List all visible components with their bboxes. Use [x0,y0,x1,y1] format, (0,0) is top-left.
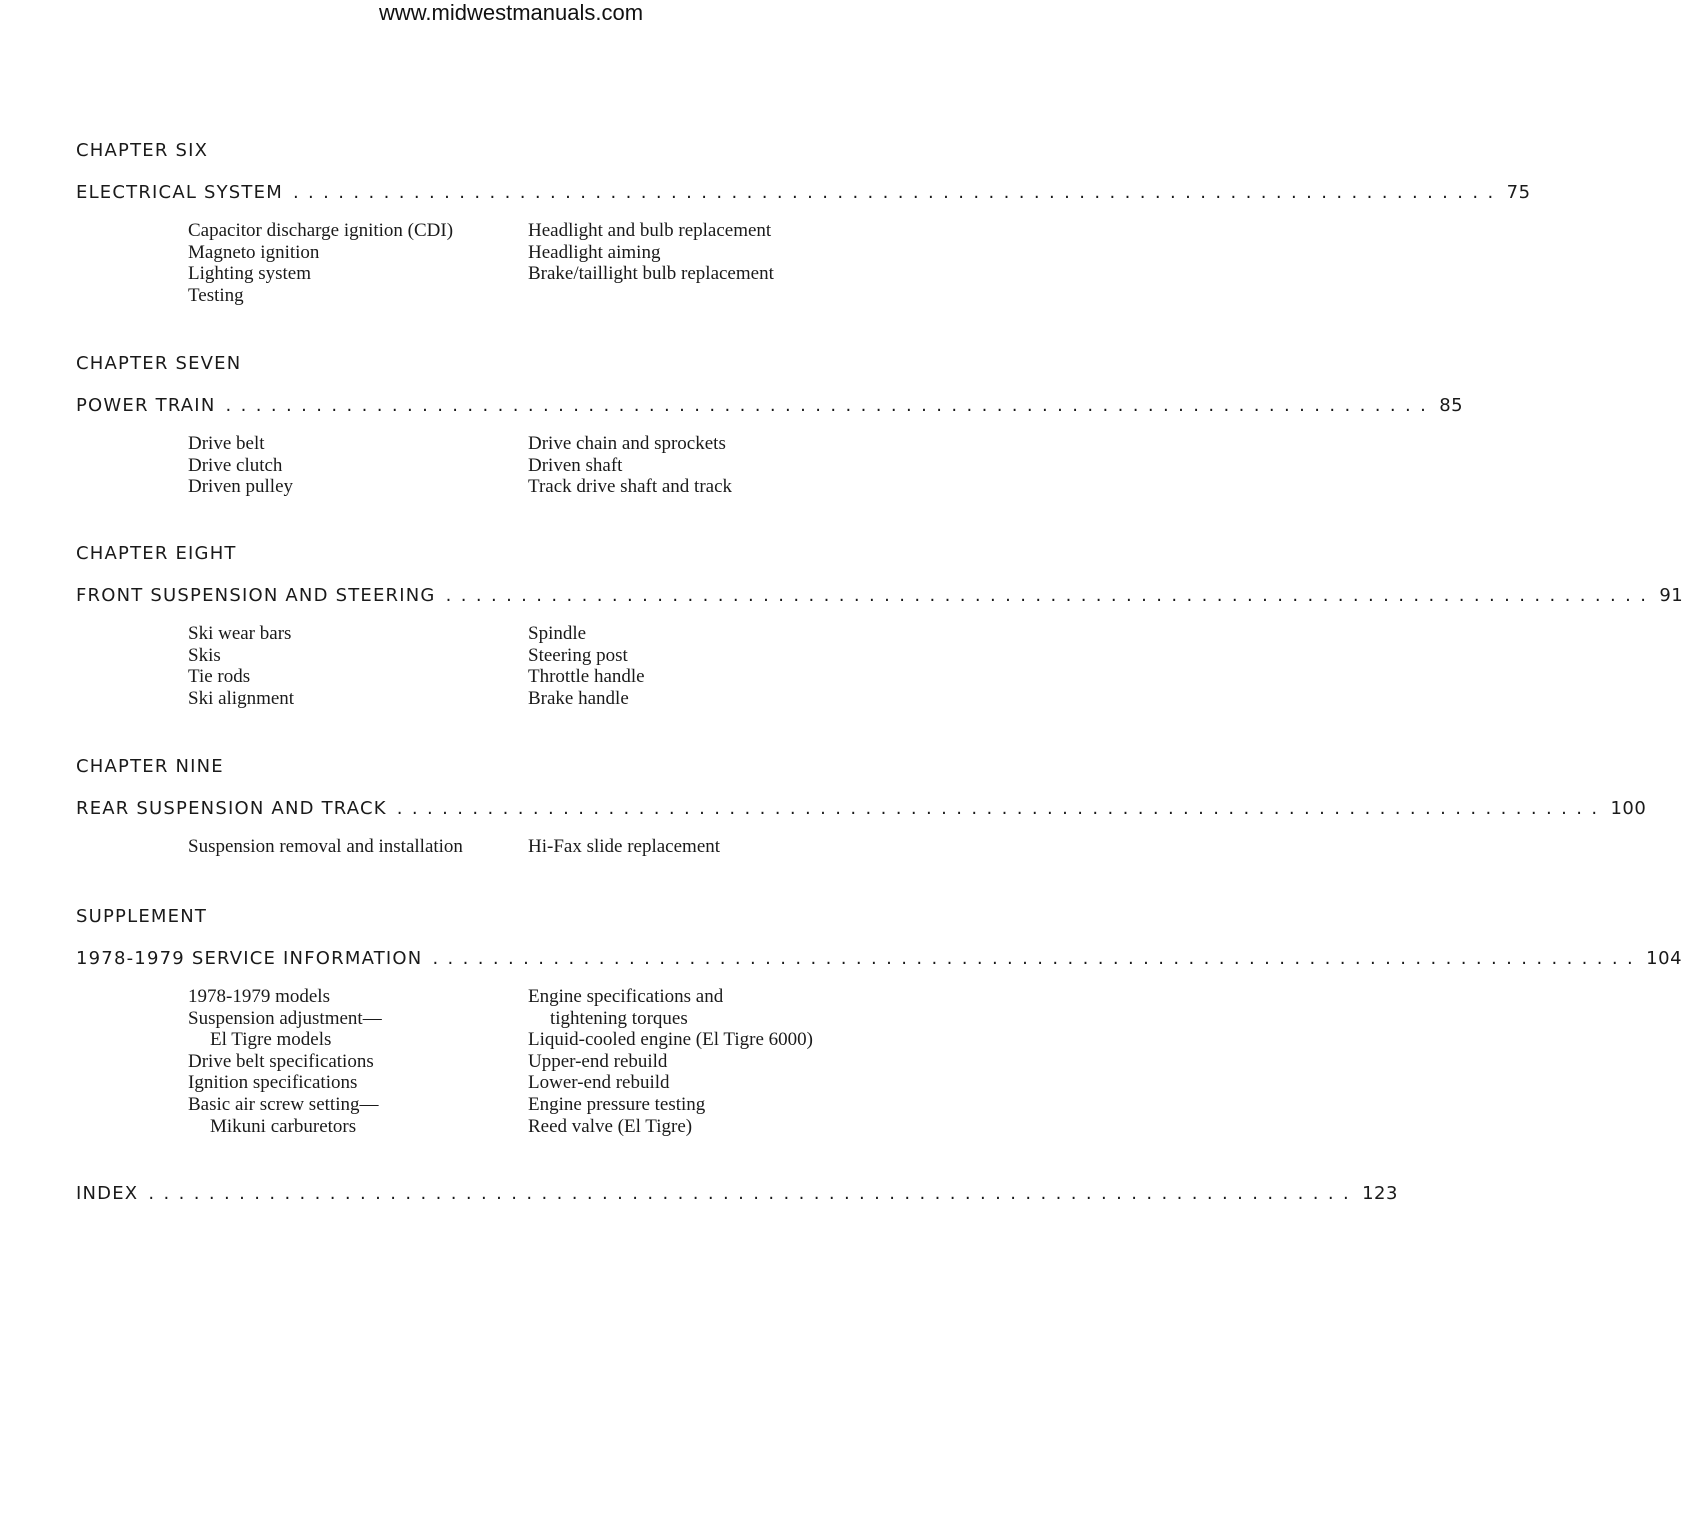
topic-list [76,986,916,1137]
topic-item: Reed valve (El Tigre) [528,1115,693,1137]
topic-item: Drive belt specifications [188,1050,374,1072]
topic-column-right [528,220,888,306]
chapter-title: ELECTRICAL SYSTEM [76,182,283,203]
topic-item: Upper-end rebuild [528,1050,668,1072]
toc-chapter-eight [76,543,1683,709]
chapter-label: CHAPTER NINE [76,756,224,777]
topic-item: Engine specifications and [528,986,724,1007]
topic-column-left [188,836,528,858]
topic-column-right [528,986,888,1137]
topic-item: Track drive shaft and track [528,476,733,498]
topic-item: Drive belt [188,433,265,454]
topic-item: Mikuni carburetors [210,1115,357,1137]
topic-item: Lower-end rebuild [528,1072,670,1094]
topic-item: Steering post [528,644,628,666]
dot-leader: ................................................................................ [396,798,1607,819]
dot-leader: ................................................................................ [225,395,1436,416]
topic-column-left [188,986,528,1137]
chapter-label: SUPPLEMENT [76,906,208,927]
topic-item: Ski alignment [188,687,295,709]
topic-item: Driven pulley [188,476,294,498]
topic-item: Testing [188,284,244,306]
toc-chapter-six [76,140,1531,306]
topic-item: Headlight aiming [528,241,661,263]
topic-item: Ignition specifications [188,1072,358,1094]
topic-item: Spindle [528,623,587,644]
topic-column-right [528,433,888,498]
topic-column-left [188,623,528,709]
topic-column-right [528,836,888,858]
chapter-title-row[interactable] [76,585,1683,607]
topic-item: 1978-1979 models [188,986,330,1007]
chapter-title-row[interactable] [76,798,1647,820]
chapter-title: POWER TRAIN [76,395,216,416]
page-number: 100 [1610,798,1647,819]
topic-item: El Tigre models [210,1029,332,1051]
chapter-label: CHAPTER EIGHT [76,543,237,564]
dot-leader: ................................................................................ [445,585,1656,606]
chapter-title: REAR SUSPENSION AND TRACK [76,798,387,819]
topic-item: Ski wear bars [188,623,292,644]
page-number: 104 [1646,948,1683,969]
topic-item: Brake/taillight bulb replacement [528,263,774,285]
topic-item: Tie rods [188,666,251,688]
chapter-label: CHAPTER SEVEN [76,353,242,374]
topic-list [76,623,916,709]
topic-item: Suspension removal and installation [188,836,463,857]
topic-item: Magneto ignition [188,241,320,263]
topic-column-left [188,220,528,306]
chapter-title: 1978-1979 SERVICE INFORMATION [76,948,423,969]
toc-index [76,1163,1398,1205]
topic-item: Capacitor discharge ignition (CDI) [188,220,454,241]
topic-item: Lighting system [188,263,311,285]
topic-list [76,836,916,858]
chapter-title-row[interactable] [76,182,1531,204]
topic-item: Basic air screw setting— [188,1093,379,1115]
page-number: 85 [1439,395,1464,416]
topic-list [76,433,916,498]
topic-item: tightening torques [550,1007,688,1029]
dot-leader: ................................................................................ [292,182,1503,203]
topic-item: Skis [188,644,221,666]
topic-item: Suspension adjustment— [188,1007,382,1029]
page-number: 91 [1659,585,1683,606]
dot-leader: ................................................................................ [432,948,1643,969]
topic-item: Throttle handle [528,666,645,688]
page-number: 75 [1506,182,1531,203]
topic-item: Liquid-cooled engine (El Tigre 6000) [528,1029,813,1051]
topic-item: Brake handle [528,687,629,709]
chapter-title-row[interactable] [76,395,1464,417]
site-watermark: www.midwestmanuals.com [378,0,644,25]
topic-item: Headlight and bulb replacement [528,220,772,241]
topic-list [76,220,916,306]
toc-supplement [76,906,1683,1137]
toc-chapter-nine [76,756,1647,858]
toc-chapter-seven [76,353,1464,498]
topic-item: Engine pressure testing [528,1093,706,1115]
chapter-title: FRONT SUSPENSION AND STEERING [76,585,436,606]
topic-item: Drive chain and sprockets [528,433,726,454]
topic-column-right [528,623,888,709]
index-title: INDEX [76,1183,139,1204]
dot-leader: ................................................................................ [148,1183,1359,1204]
page-number: 123 [1362,1183,1398,1204]
topic-item: Hi-Fax slide replacement [528,836,721,857]
index-title-row[interactable] [76,1183,1398,1205]
topic-item: Drive clutch [188,454,283,476]
chapter-label: CHAPTER SIX [76,140,209,161]
topic-item: Driven shaft [528,454,623,476]
topic-column-left [188,433,528,498]
chapter-title-row[interactable] [76,948,1683,970]
